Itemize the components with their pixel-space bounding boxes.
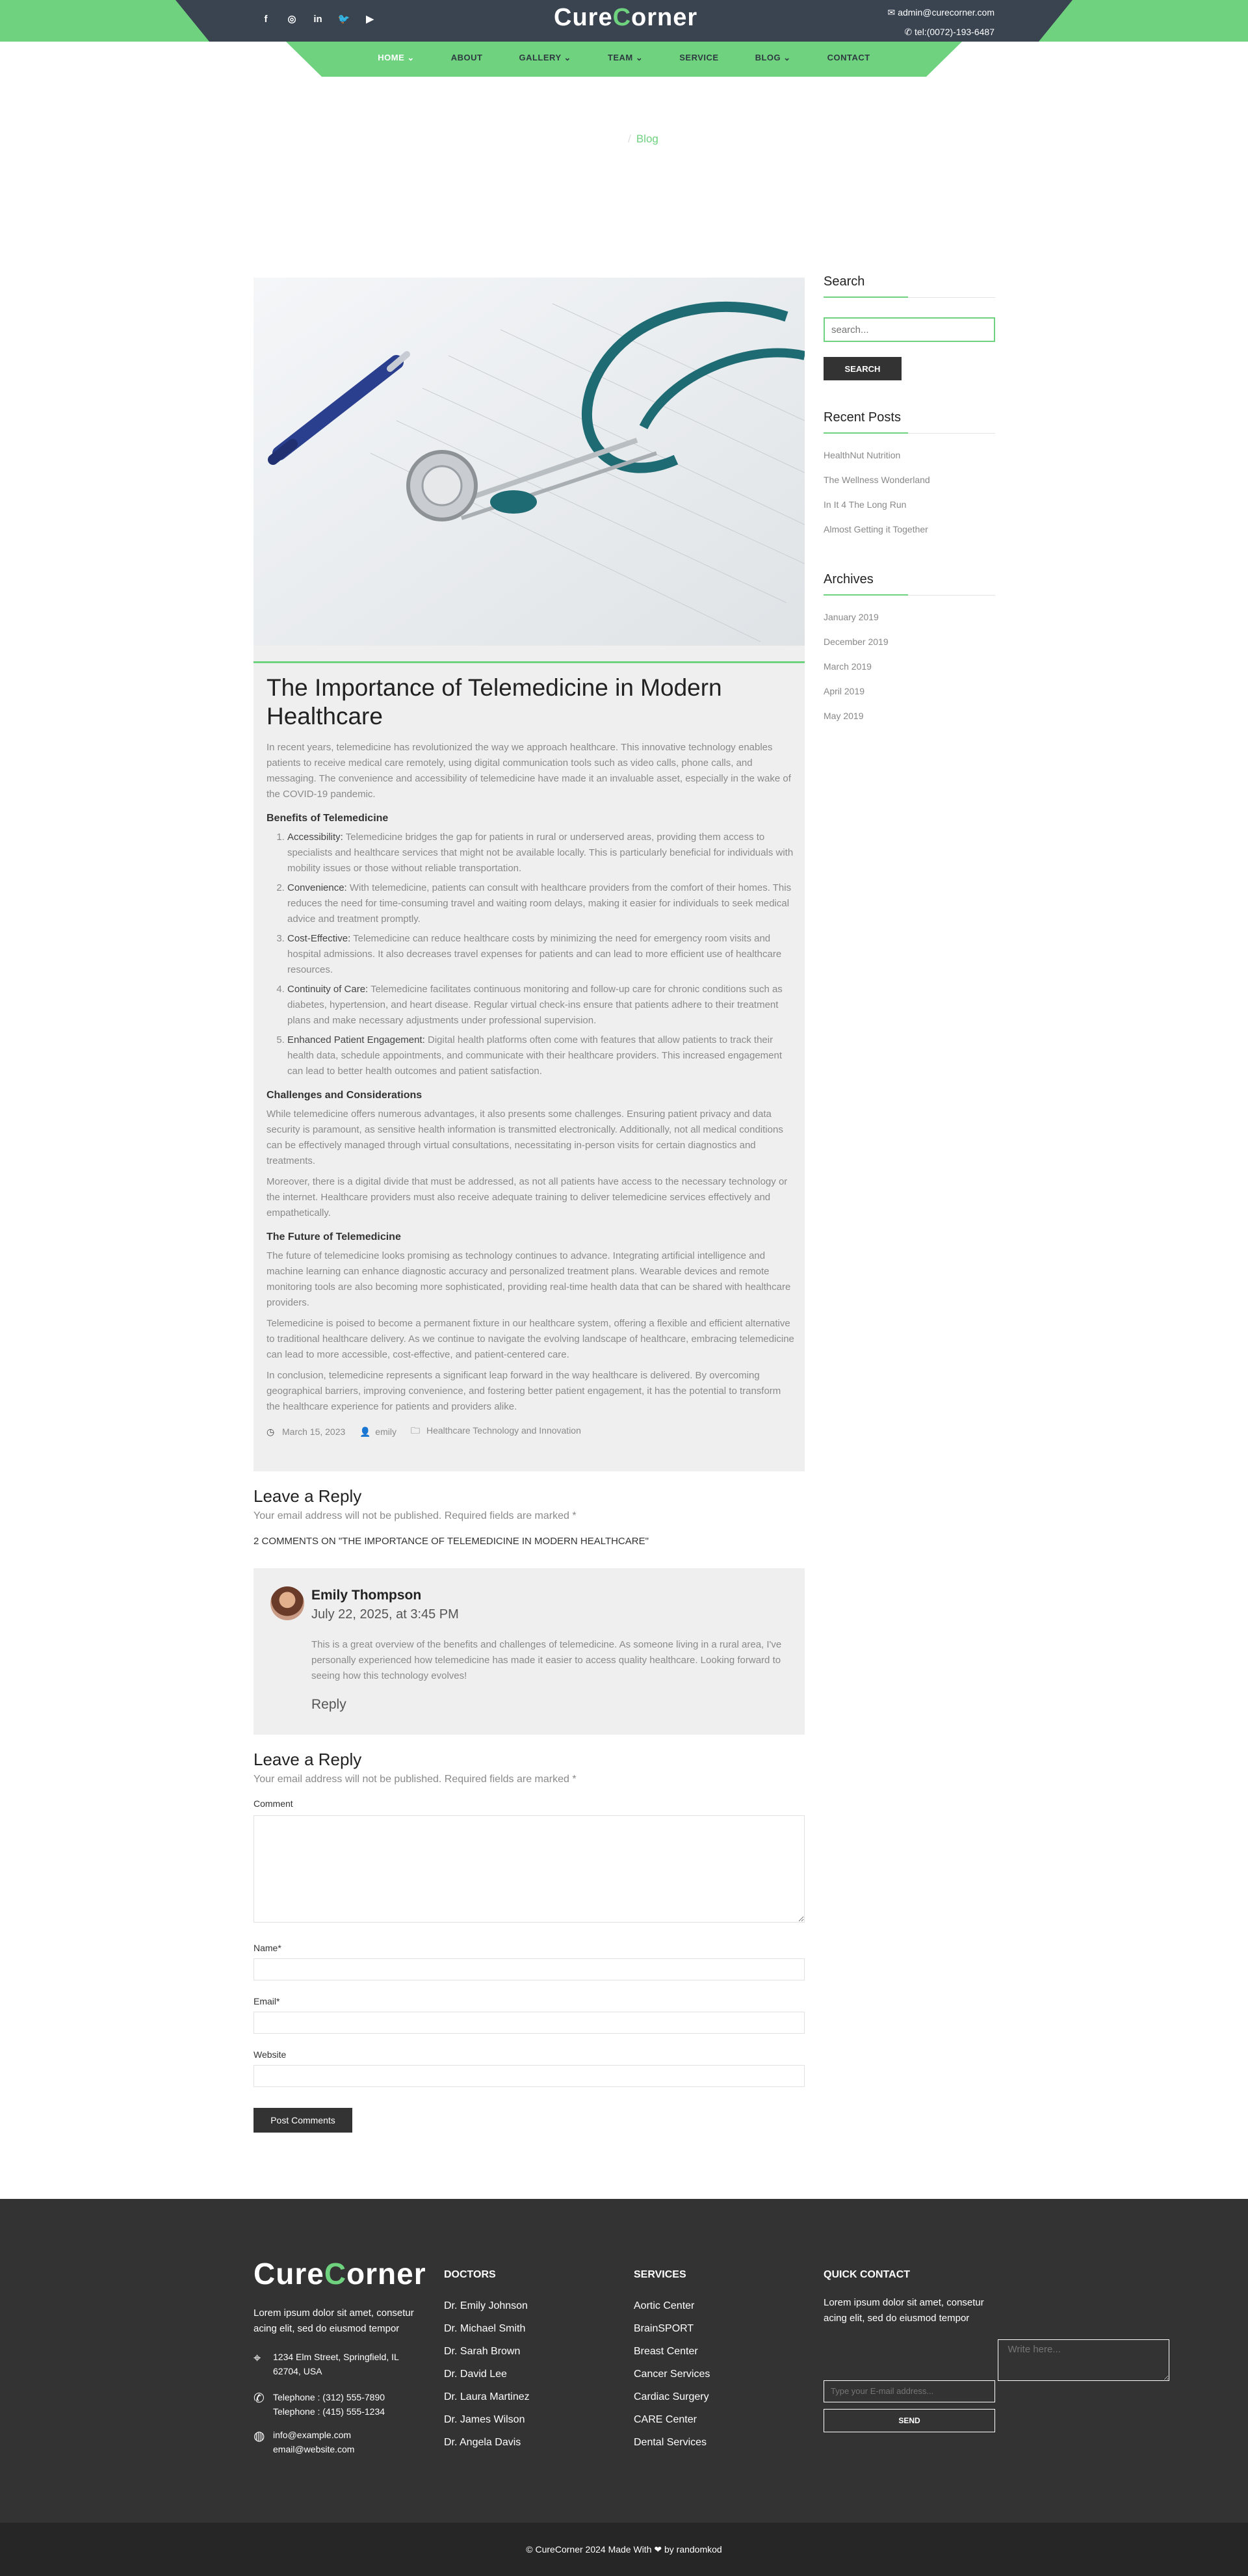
benefit-term: Continuity of Care:	[287, 984, 369, 995]
doctor-link[interactable]: Dr. Emily Johnson	[444, 2300, 528, 2311]
name-label: Name*	[254, 1943, 281, 1953]
quick-contact-message[interactable]	[998, 2339, 1169, 2381]
future-heading: The Future of Telemedicine	[266, 1231, 401, 1242]
benefit-term: Enhanced Patient Engagement:	[287, 1034, 425, 1045]
challenges-heading: Challenges and Considerations	[266, 1090, 422, 1101]
sidebar-search-title: Search	[824, 274, 995, 298]
post-intro: In recent years, telemedicine has revolutionized the way we approach healthcare. This innovative technology enables patients to receive medical care remotely, using digital communication tools such as video calls, phone calls, and messaging. The convenience and accessibility of telemedicine have made it an invaluable asset, especially in the wake of the COVID-19 pandemic.	[266, 742, 791, 800]
comment-textarea[interactable]	[254, 1815, 805, 1923]
comments-count: 2 COMMENTS ON "THE IMPORTANCE OF TELEMEDICINE IN MODERN HEALTHCARE"	[254, 1536, 649, 1547]
benefit-item	[287, 1032, 794, 1079]
post-divider	[254, 661, 805, 663]
nav-gallery[interactable]: GALLERY ⌄	[519, 53, 571, 62]
search-button[interactable]: SEARCH	[824, 357, 902, 380]
social-links	[260, 13, 376, 25]
clock-icon: ◷	[266, 1426, 275, 1437]
recent-post-link[interactable]: The Wellness Wonderland	[824, 475, 930, 485]
future-paragraph: The future of telemedicine looks promising as technology continues to advance. Integrating artificial intelligence and machine learning can enhance diagnostic accuracy and personalized treatment plans. Wearable devices and remote monitoring tools are also becoming more sophisticated, providing real-time health data that can be shared with healthcare providers.	[266, 1250, 791, 1308]
nav-blog[interactable]: BLOG ⌄	[755, 53, 791, 62]
breadcrumb-current: Blog	[636, 133, 658, 145]
post-date	[266, 1426, 345, 1438]
site-logo[interactable]	[554, 4, 697, 32]
website-label: Website	[254, 2049, 287, 2060]
doctor-link[interactable]: Dr. Angela Davis	[444, 2437, 521, 2448]
benefit-text: Telemedicine facilitates continuous monitoring and follow-up care for chronic conditions such as diabetes, hypertension, and heart disease. Regular virtual check-ins ensure that patients adhere to their treatment plans and make necessary adjustments under professional supervision.	[287, 984, 783, 1026]
map-pin-icon: ⌖	[254, 2351, 261, 2365]
benefit-text: Telemedicine bridges the gap for patients in rural or underserved areas, providing them access to specialists and healthcare services that might not be available locally. This is particularly beneficial for individuals with mobility issues or those without reliable transportation.	[287, 832, 794, 874]
reply-link[interactable]: Reply	[311, 1697, 346, 1712]
footer-services	[634, 2269, 710, 2460]
post-comment-button[interactable]: Post Comments	[254, 2108, 352, 2133]
website-field[interactable]	[254, 2065, 805, 2087]
main-nav	[0, 42, 1248, 74]
service-link[interactable]: Dental Services	[634, 2437, 707, 2448]
benefit-term: Cost-Effective:	[287, 933, 351, 944]
footer-about-text: Lorem ipsum dolor sit amet, consetur acing elit, sed do eiusmod tempor	[254, 2307, 414, 2334]
benefit-text: Digital health platforms often come with features that allow patients to track their health data, schedule appointments, and communicate with their healthcare providers. This increased engagement can lead to better health outcomes and patient satisfaction.	[287, 1034, 783, 1077]
footer-services-title: SERVICES	[634, 2269, 686, 2280]
post-title: The Importance of Telemedicine in Modern Healthcare	[266, 674, 722, 729]
sidebar-recent-widget	[824, 410, 995, 542]
comment-author: Emily Thompson	[311, 1588, 422, 1603]
name-field[interactable]	[254, 1958, 805, 1980]
footer-email-1[interactable]: info@example.com	[273, 2430, 352, 2440]
quick-contact-title: QUICK CONTACT	[824, 2269, 911, 2280]
footer-quick-contact	[824, 2269, 1248, 2432]
header-phone-text: tel:(0072)-193-6487	[915, 27, 994, 37]
benefit-item	[287, 830, 794, 876]
instagram-icon[interactable]: ◎	[287, 14, 296, 25]
doctor-link[interactable]: Dr. Sarah Brown	[444, 2346, 521, 2357]
reply-form-note: Your email address will not be published. Required fields are marked *	[254, 1774, 577, 1785]
recent-post-link[interactable]: In It 4 The Long Run	[824, 499, 907, 510]
recent-post-link[interactable]: HealthNut Nutrition	[824, 450, 901, 460]
quick-contact-send-button[interactable]: SEND	[824, 2409, 995, 2432]
service-link[interactable]: Aortic Center	[634, 2300, 695, 2311]
benefit-term: Convenience:	[287, 882, 347, 893]
header-contact	[888, 3, 994, 42]
breadcrumb-separator: /	[628, 133, 631, 145]
archive-link[interactable]: March 2019	[824, 661, 872, 672]
footer-address-text: 1234 Elm Street, Springfield, IL 62704, USA	[273, 2352, 399, 2376]
post-author[interactable]	[359, 1426, 396, 1438]
post-meta	[266, 1424, 794, 1439]
post-content	[266, 674, 794, 1439]
stethoscope-illustration	[254, 278, 805, 646]
logo-text-orner: orner	[631, 4, 698, 31]
header-email-text: admin@curecorner.com	[898, 7, 994, 18]
phone-icon: ✆	[254, 2391, 265, 2406]
footer-logo[interactable]	[254, 2256, 426, 2291]
header-phone[interactable]	[888, 22, 994, 42]
archives-list	[824, 605, 995, 728]
search-input[interactable]	[824, 317, 995, 342]
footer-logo-c: C	[324, 2257, 347, 2291]
sidebar-archives-title: Archives	[824, 572, 995, 596]
services-list	[634, 2300, 710, 2460]
footer-phone-1: Telephone : (312) 555-7890	[273, 2392, 385, 2402]
archive-link[interactable]: December 2019	[824, 637, 889, 647]
benefit-item	[287, 880, 794, 927]
globe-icon: ◍	[254, 2429, 265, 2443]
comment-date: July 22, 2025, at 3:45 PM	[311, 1607, 459, 1622]
youtube-icon[interactable]: ▶	[366, 14, 374, 25]
post-category-text: Healthcare Technology and Innovation	[426, 1425, 581, 1436]
future-paragraph: In conclusion, telemedicine represents a significant leap forward in the way healthcare is delivered. By overcoming geographical barriers, improving convenience, and fostering better patient engagement, it has the potential to transform the healthcare experience for patients and providers alike.	[266, 1370, 781, 1412]
doctors-list	[444, 2300, 530, 2460]
breadcrumb-home[interactable]: HOME	[590, 133, 623, 145]
benefit-term: Accessibility:	[287, 832, 343, 843]
service-link[interactable]: BrainSPORT	[634, 2323, 694, 2334]
footer-phone-2: Telephone : (415) 555-1234	[273, 2406, 385, 2417]
nav-service[interactable]: SERVICE	[679, 53, 719, 62]
footer-address	[254, 2350, 422, 2378]
post-image	[254, 278, 805, 646]
mail-icon: ✉	[887, 7, 898, 18]
doctor-link[interactable]: Dr. Laura Martinez	[444, 2391, 530, 2402]
nav-contact[interactable]: CONTACT	[827, 53, 870, 62]
recent-post-link[interactable]: Almost Getting it Together	[824, 524, 928, 534]
footer-doctors	[444, 2269, 530, 2460]
phone-icon: ✆	[904, 27, 915, 37]
reply-title: Leave a Reply	[254, 1486, 362, 1506]
logo-letter-c: C	[612, 4, 632, 31]
facebook-icon[interactable]: f	[264, 13, 268, 25]
nav-home[interactable]: HOME ⌄	[378, 53, 415, 62]
quick-contact-text: Lorem ipsum dolor sit amet, consetur acing elit, sed do eiusmod tempor	[824, 2297, 984, 2324]
benefit-item	[287, 931, 794, 978]
linkedin-icon[interactable]: in	[313, 13, 322, 25]
benefit-text: Telemedicine can reduce healthcare costs by minimizing the need for emergency room visits and hospital admissions. It also decreases travel expenses for patients and can lead to more efficient use of healthcare resources.	[287, 933, 782, 975]
header-email[interactable]	[888, 3, 994, 22]
post-category[interactable]	[411, 1424, 581, 1439]
footer-logo-orner: orner	[346, 2257, 426, 2291]
folder-icon: 🗀	[410, 1425, 420, 1436]
post-date-text: March 15, 2023	[282, 1426, 346, 1437]
recent-posts-list	[824, 443, 995, 542]
logo-text-cure: Cure	[554, 4, 613, 31]
benefit-item	[287, 982, 794, 1029]
doctor-link[interactable]: Dr. Michael Smith	[444, 2323, 526, 2334]
post-author-text: emily	[375, 1426, 396, 1437]
sidebar-recent-title: Recent Posts	[824, 410, 995, 434]
nav-team[interactable]: TEAM ⌄	[607, 53, 644, 62]
user-icon: 👤	[359, 1426, 371, 1437]
nav-about[interactable]: ABOUT	[450, 53, 483, 62]
email-label: Email*	[254, 1996, 280, 2006]
email-field[interactable]	[254, 2012, 805, 2034]
reply-note: Your email address will not be published. Required fields are marked *	[254, 1510, 577, 1521]
doctor-link[interactable]: Dr. David Lee	[444, 2369, 507, 2380]
archive-link[interactable]: May 2019	[824, 711, 864, 721]
sidebar-search-widget	[824, 274, 995, 298]
benefit-text: With telemedicine, patients can consult with healthcare providers from the comfort of their homes. This reduces the need for time-consuming travel and waiting room delays, making it easier for individuals to seek medical advice and treatment promptly.	[287, 882, 792, 925]
comment-label: Comment	[254, 1798, 293, 1809]
breadcrumb	[0, 133, 1248, 146]
comment-card	[254, 1568, 805, 1735]
doctor-link[interactable]: Dr. James Wilson	[444, 2414, 525, 2425]
challenges-paragraph: While telemedicine offers numerous advantages, it also presents some challenges. Ensuring patient privacy and data security is paramount, as sensitive health information is transmitted electronically. Additionally, not all medical conditions can be effectively managed through virtual consultations, necessitating in-person visits for certain diagnostics and treatments.	[266, 1109, 783, 1166]
benefits-heading: Benefits of Telemedicine	[266, 813, 389, 824]
copyright: © CureCorner 2024 Made With ❤ by randomkod	[0, 2523, 1248, 2576]
benefits-list	[266, 830, 794, 1079]
avatar	[270, 1586, 304, 1620]
reply-form-title: Leave a Reply	[254, 1750, 362, 1769]
footer-phones	[254, 2390, 422, 2419]
footer-email-2[interactable]: email@website.com	[273, 2444, 355, 2454]
footer-doctors-title: DOCTORS	[444, 2269, 496, 2280]
future-paragraph: Telemedicine is poised to become a permanent fixture in our healthcare system, offering a flexible and efficient alternative to traditional healthcare delivery. As we continue to navigate the evolving landscape of healthcare, embracing telemedicine can lead to more accessible, cost-effective, and patient-centered care.	[266, 1318, 794, 1360]
archive-link[interactable]: January 2019	[824, 612, 879, 622]
footer-emails	[254, 2428, 422, 2456]
twitter-icon[interactable]: 🐦	[337, 14, 350, 25]
archive-link[interactable]: April 2019	[824, 686, 865, 696]
sidebar-archives-widget	[824, 572, 995, 728]
comment-text: This is a great overview of the benefits and challenges of telemedicine. As someone living in a rural area, I've personally experienced how telemedicine has made it easier to access quality healthcare. Looking forward to seeing how this technology evolves!	[311, 1639, 782, 1681]
footer-logo-cure: Cure	[254, 2257, 324, 2291]
service-link[interactable]: CARE Center	[634, 2414, 697, 2425]
service-link[interactable]: Breast Center	[634, 2346, 698, 2357]
service-link[interactable]: Cancer Services	[634, 2369, 710, 2380]
challenges-paragraph: Moreover, there is a digital divide that must be addressed, as not all patients have access to the necessary technology or the internet. Healthcare providers must also receive adequate training to deliver telemedicine services effectively and empathetically.	[266, 1176, 788, 1218]
service-link[interactable]: Cardiac Surgery	[634, 2391, 709, 2402]
quick-contact-email[interactable]	[824, 2380, 995, 2402]
